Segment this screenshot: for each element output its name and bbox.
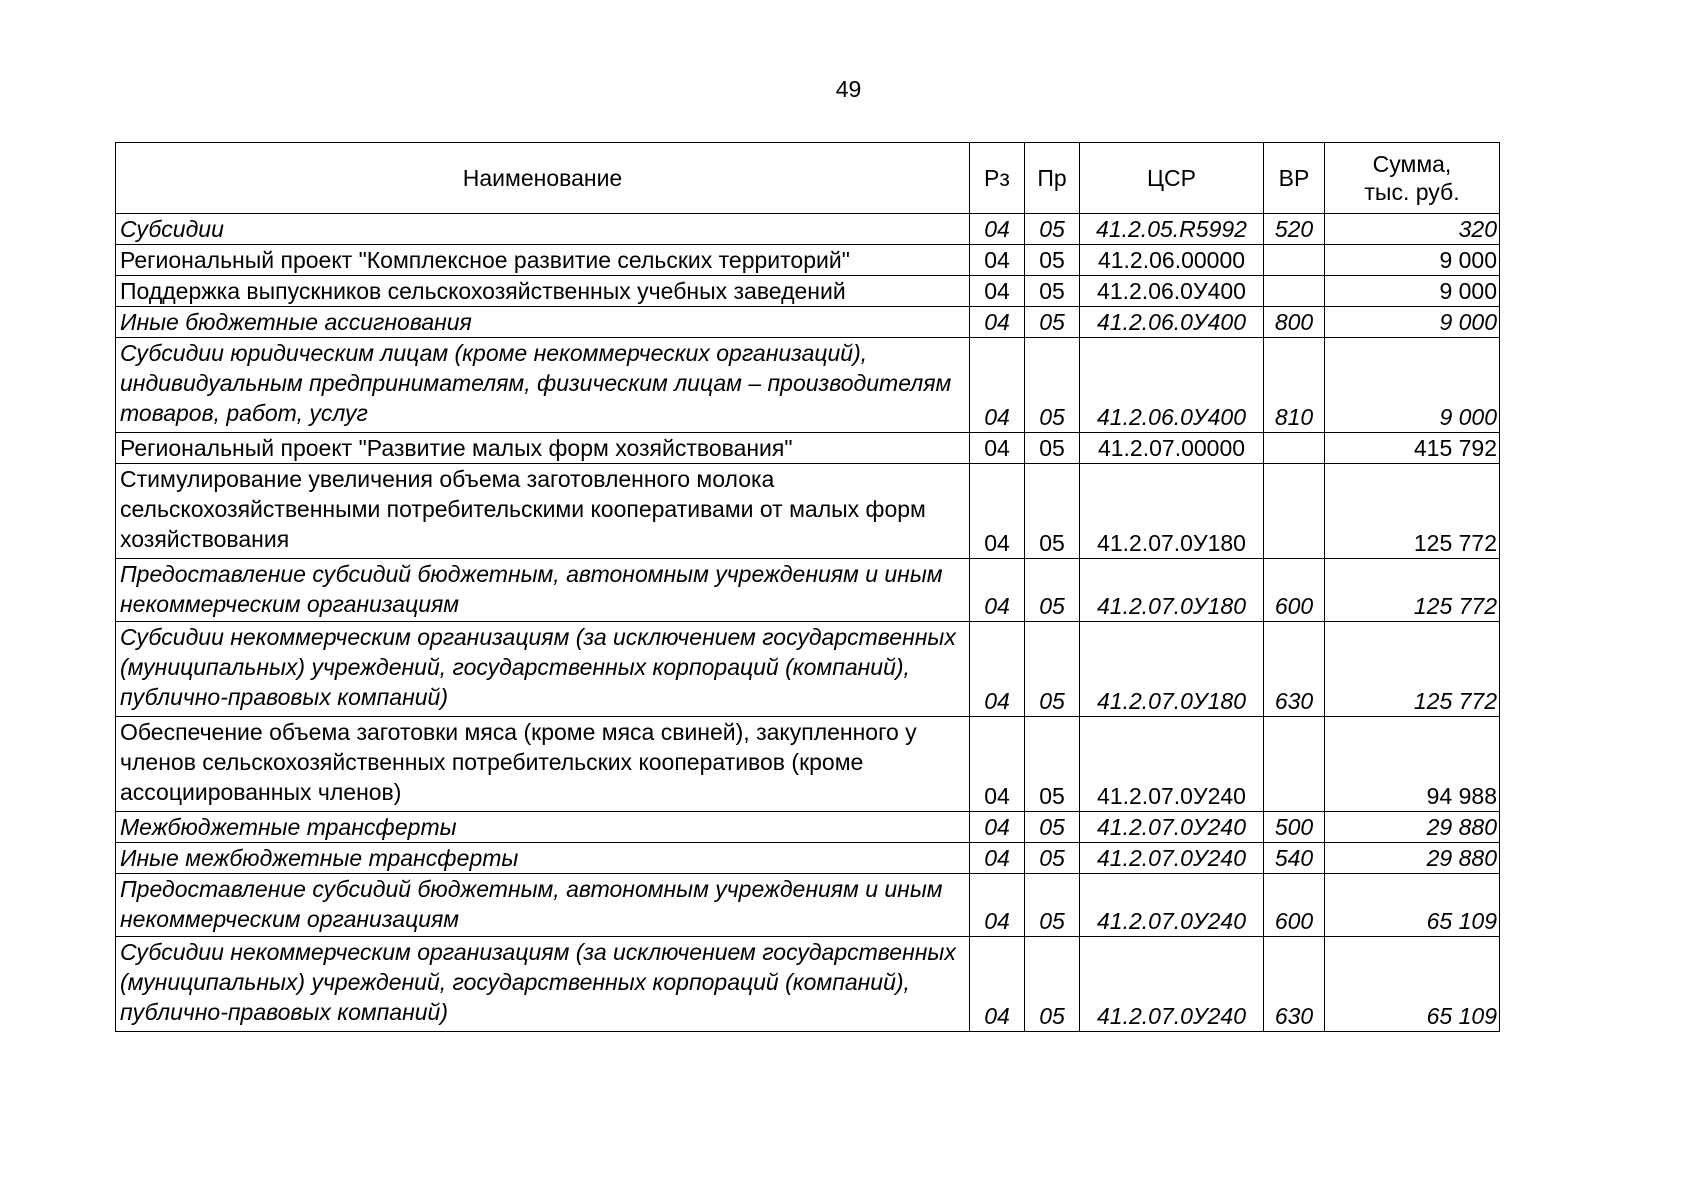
table-row	[116, 622, 1500, 717]
row-name: Субсидии некоммерческим организациям (за исключением государственных (муниципальных) учреждений, государственных корпораций (компаний), публично-правовых компаний)	[116, 622, 970, 717]
row-sum: 125 772	[1325, 622, 1500, 717]
row-sum: 65 109	[1325, 874, 1500, 937]
row-name: Субсидии юридическим лицам (кроме некоммерческих организаций), индивидуальным предпринимателям, физическим лицам – производителям товаров, работ, услуг	[116, 338, 970, 433]
row-vr: 600	[1264, 874, 1325, 937]
row-name: Стимулирование увеличения объема заготовленного молока сельскохозяйственными потребительскими кооперативами от малых форм хозяйствования	[116, 464, 970, 559]
row-sum: 9 000	[1325, 338, 1500, 433]
row-sum: 29 880	[1325, 812, 1500, 843]
row-rz: 04	[970, 276, 1025, 307]
row-vr: 520	[1264, 214, 1325, 245]
row-rz: 04	[970, 843, 1025, 874]
row-rz: 04	[970, 874, 1025, 937]
row-csr: 41.2.06.00000	[1080, 245, 1264, 276]
row-name: Предоставление субсидий бюджетным, автономным учреждениям и иным некоммерческим организациям	[116, 559, 970, 622]
row-rz: 04	[970, 245, 1025, 276]
table-row	[116, 276, 1500, 307]
row-csr: 41.2.07.0У240	[1080, 843, 1264, 874]
row-name: Иные бюджетные ассигнования	[116, 307, 970, 338]
row-csr: 41.2.07.0У180	[1080, 464, 1264, 559]
row-vr: 600	[1264, 559, 1325, 622]
row-rz: 04	[970, 717, 1025, 812]
row-vr: 810	[1264, 338, 1325, 433]
row-rz: 04	[970, 307, 1025, 338]
row-rz: 04	[970, 338, 1025, 433]
row-name: Поддержка выпускников сельскохозяйственных учебных заведений	[116, 276, 970, 307]
row-pr: 05	[1025, 559, 1080, 622]
row-pr: 05	[1025, 622, 1080, 717]
header-row	[116, 143, 1500, 214]
table-row	[116, 433, 1500, 464]
row-csr: 41.2.07.0У240	[1080, 812, 1264, 843]
table-row	[116, 812, 1500, 843]
row-rz: 04	[970, 433, 1025, 464]
table-header	[116, 143, 1500, 214]
row-sum: 94 988	[1325, 717, 1500, 812]
row-vr	[1264, 245, 1325, 276]
row-csr: 41.2.07.00000	[1080, 433, 1264, 464]
table-row	[116, 559, 1500, 622]
row-csr: 41.2.07.0У240	[1080, 874, 1264, 937]
page-number: 49	[835, 76, 862, 102]
row-rz: 04	[970, 559, 1025, 622]
row-csr: 41.2.06.0У400	[1080, 338, 1264, 433]
row-name: Субсидии некоммерческим организациям (за исключением государственных (муниципальных) учреждений, государственных корпораций (компаний), публично-правовых компаний)	[116, 937, 970, 1032]
row-csr: 41.2.06.0У400	[1080, 307, 1264, 338]
row-vr	[1264, 433, 1325, 464]
row-rz: 04	[970, 812, 1025, 843]
row-csr: 41.2.07.0У180	[1080, 559, 1264, 622]
row-csr: 41.2.07.0У240	[1080, 717, 1264, 812]
row-csr: 41.2.07.0У240	[1080, 937, 1264, 1032]
header-pr: Пр	[1025, 143, 1080, 214]
row-pr: 05	[1025, 276, 1080, 307]
row-sum: 125 772	[1325, 559, 1500, 622]
row-csr: 41.2.05.R5992	[1080, 214, 1264, 245]
row-name: Межбюджетные трансферты	[116, 812, 970, 843]
table-row	[116, 307, 1500, 338]
row-csr: 41.2.07.0У180	[1080, 622, 1264, 717]
row-rz: 04	[970, 464, 1025, 559]
table-row	[116, 843, 1500, 874]
header-sum-line2: тыс. руб.	[1364, 179, 1460, 205]
row-vr	[1264, 276, 1325, 307]
row-pr: 05	[1025, 338, 1080, 433]
row-vr: 500	[1264, 812, 1325, 843]
row-vr: 630	[1264, 937, 1325, 1032]
row-name: Предоставление субсидий бюджетным, автономным учреждениям и иным некоммерческим организациям	[116, 874, 970, 937]
table-row	[116, 464, 1500, 559]
header-vr: ВР	[1264, 143, 1325, 214]
header-name: Наименование	[116, 143, 970, 214]
row-sum: 65 109	[1325, 937, 1500, 1032]
row-pr: 05	[1025, 937, 1080, 1032]
row-vr: 630	[1264, 622, 1325, 717]
row-pr: 05	[1025, 874, 1080, 937]
table-body	[116, 214, 1500, 1032]
row-pr: 05	[1025, 843, 1080, 874]
row-pr: 05	[1025, 433, 1080, 464]
row-name: Региональный проект "Комплексное развитие сельских территорий"	[116, 245, 970, 276]
row-sum: 29 880	[1325, 843, 1500, 874]
row-name: Обеспечение объема заготовки мяса (кроме мяса свиней), закупленного у членов сельскохозяйственных потребительских кооперативов (кроме ассоциированных членов)	[116, 717, 970, 812]
row-sum: 9 000	[1325, 276, 1500, 307]
row-pr: 05	[1025, 464, 1080, 559]
row-rz: 04	[970, 214, 1025, 245]
row-vr	[1264, 717, 1325, 812]
header-csr: ЦСР	[1080, 143, 1264, 214]
row-pr: 05	[1025, 812, 1080, 843]
table-row	[116, 937, 1500, 1032]
row-sum: 320	[1325, 214, 1500, 245]
table-row	[116, 214, 1500, 245]
row-vr: 800	[1264, 307, 1325, 338]
row-pr: 05	[1025, 307, 1080, 338]
row-rz: 04	[970, 622, 1025, 717]
row-name: Иные межбюджетные трансферты	[116, 843, 970, 874]
row-sum: 415 792	[1325, 433, 1500, 464]
row-vr	[1264, 464, 1325, 559]
row-pr: 05	[1025, 214, 1080, 245]
row-csr: 41.2.06.0У400	[1080, 276, 1264, 307]
row-vr: 540	[1264, 843, 1325, 874]
row-pr: 05	[1025, 245, 1080, 276]
row-sum: 9 000	[1325, 307, 1500, 338]
row-pr: 05	[1025, 717, 1080, 812]
table-row	[116, 245, 1500, 276]
table-row	[116, 717, 1500, 812]
row-name: Региональный проект "Развитие малых форм хозяйствования"	[116, 433, 970, 464]
header-sum	[1325, 143, 1500, 214]
header-sum-line1: Сумма,	[1372, 151, 1452, 177]
row-sum: 125 772	[1325, 464, 1500, 559]
table-row	[116, 338, 1500, 433]
row-sum: 9 000	[1325, 245, 1500, 276]
row-name: Субсидии	[116, 214, 970, 245]
header-rz: Рз	[970, 143, 1025, 214]
budget-table	[115, 142, 1500, 1032]
table-row	[116, 874, 1500, 937]
row-rz: 04	[970, 937, 1025, 1032]
